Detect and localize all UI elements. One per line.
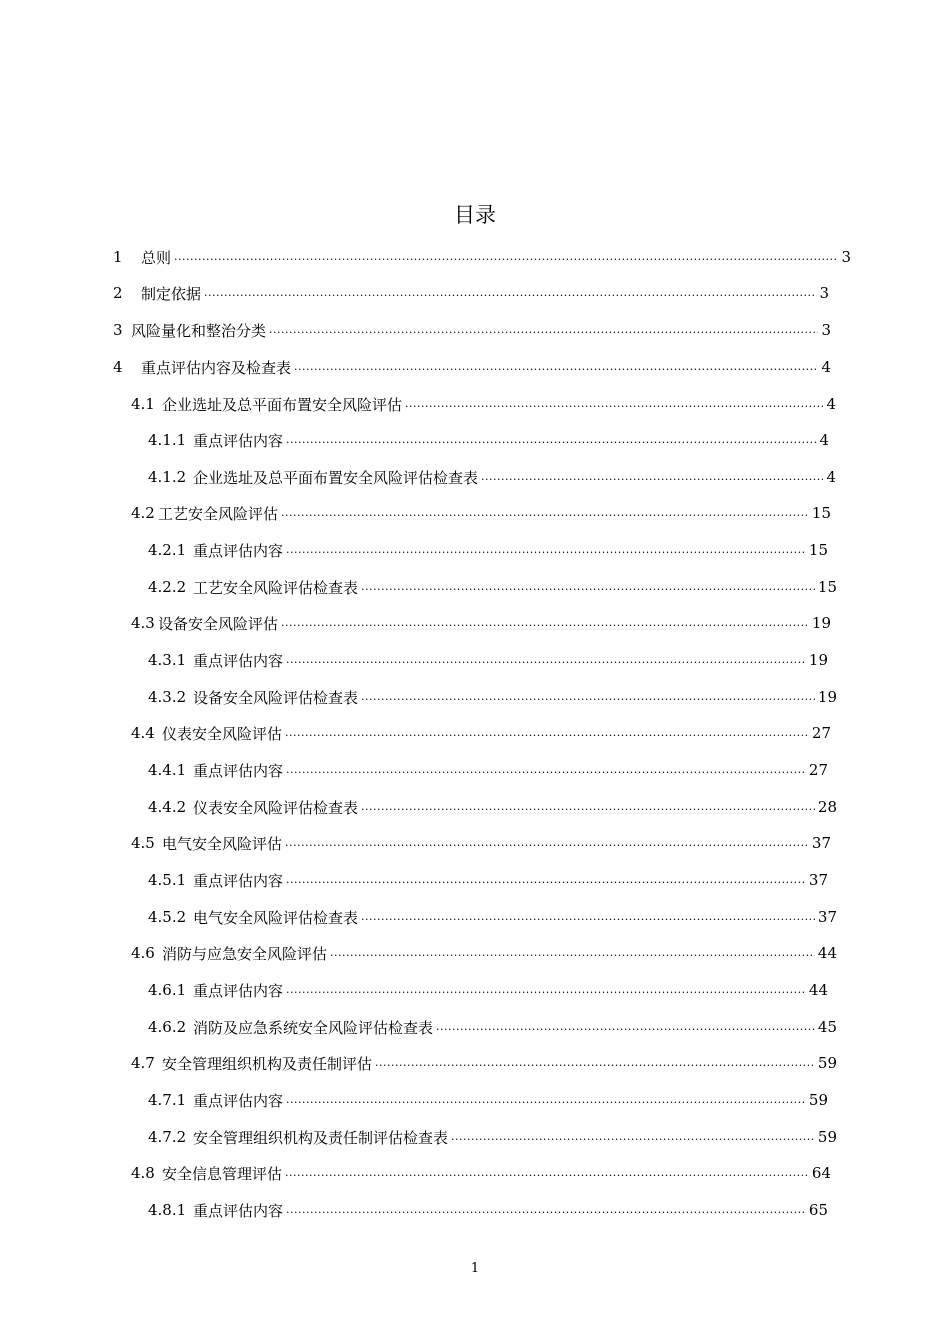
toc-entry-page: 3 (821, 321, 831, 339)
toc-dot-leader (436, 1018, 815, 1036)
toc-entry[interactable] (113, 349, 831, 385)
toc-dot-leader (330, 944, 815, 962)
toc-entry-page: 19 (808, 651, 828, 669)
toc-entry-number: 4.4.1 (148, 761, 187, 779)
toc-dot-leader (361, 798, 815, 816)
toc-entry-number: 4.3.2 (148, 688, 187, 706)
toc-entry-page: 4 (821, 358, 831, 376)
page-number: 1 (470, 1261, 480, 1276)
toc-entry-title: 重点评估内容 (193, 431, 284, 450)
toc-entry-title: 安全信息管理评估 (162, 1164, 283, 1183)
toc-entry-page: 37 (817, 908, 837, 926)
toc-entry-title: 工艺安全风险评估 (158, 504, 279, 523)
toc-dot-leader (286, 761, 806, 779)
toc-dot-leader (286, 1091, 806, 1109)
toc-entry-page: 3 (819, 284, 829, 302)
toc-dot-leader (285, 1164, 809, 1182)
toc-entry-page: 64 (811, 1164, 831, 1182)
toc-entry-title: 电气安全风险评估检查表 (193, 908, 359, 927)
toc-dot-leader (481, 468, 823, 486)
toc-entry-title: 安全管理组织机构及责任制评估检查表 (193, 1128, 449, 1147)
toc-dot-leader (269, 321, 818, 339)
toc-entry-number: 4 (113, 358, 123, 376)
toc-entry-page: 59 (808, 1091, 828, 1109)
toc-entry-number: 4.4.2 (148, 798, 187, 816)
toc-entry-page: 28 (817, 798, 837, 816)
toc-dot-leader (361, 908, 815, 926)
toc-entry[interactable] (148, 789, 837, 825)
toc-entry-page: 19 (811, 614, 831, 632)
toc-entry-title: 电气安全风险评估 (162, 834, 283, 853)
toc-entry-title: 重点评估内容 (193, 541, 284, 560)
toc-entry[interactable] (148, 1192, 828, 1228)
toc-entry[interactable] (148, 1119, 837, 1155)
toc-entry[interactable] (131, 825, 831, 861)
toc-entry-page: 15 (811, 504, 831, 522)
toc-entry-page: 19 (817, 688, 837, 706)
toc-entry-page: 45 (817, 1018, 837, 1036)
toc-entry-number: 4.2.2 (148, 578, 187, 596)
toc-entry[interactable] (113, 239, 851, 275)
toc-dot-leader (286, 651, 806, 669)
toc-entry[interactable] (131, 495, 831, 531)
toc-entry-number: 4.3.1 (148, 651, 187, 669)
toc-entry[interactable] (148, 1009, 837, 1045)
toc-entry-number: 2 (113, 284, 123, 302)
toc-entry-number: 4.6 (131, 944, 155, 962)
page-title: 目录 (454, 203, 496, 227)
toc-entry[interactable] (148, 1082, 828, 1118)
toc-entry[interactable] (131, 386, 836, 422)
toc-entry-title: 设备安全风险评估检查表 (193, 688, 359, 707)
toc-entry-title: 重点评估内容 (193, 981, 284, 1000)
toc-entry-title: 工艺安全风险评估检查表 (193, 578, 359, 597)
toc-entry[interactable] (131, 715, 831, 751)
toc-entry-title: 重点评估内容 (193, 1201, 284, 1220)
toc-dot-leader (174, 248, 838, 266)
toc-entry[interactable] (148, 862, 828, 898)
toc-entry-page: 15 (808, 541, 828, 559)
toc-dot-leader (361, 688, 815, 706)
toc-entry-title: 消防与应急安全风险评估 (162, 944, 328, 963)
toc-entry-number: 4.6.1 (148, 981, 187, 999)
toc-dot-leader (281, 504, 809, 522)
toc-entry-title: 消防及应急系统安全风险评估检查表 (193, 1018, 434, 1037)
toc-dot-leader (286, 1201, 806, 1219)
toc-dot-leader (361, 578, 815, 596)
toc-entry-number: 4.8 (131, 1164, 155, 1182)
toc-entry-page: 65 (808, 1201, 828, 1219)
toc-entry-number: 4.1 (131, 395, 155, 413)
toc-entry[interactable] (148, 642, 828, 678)
toc-entry-number: 4.2 (131, 504, 155, 522)
toc-entry-title: 总则 (141, 248, 172, 267)
toc-entry-number: 4.3 (131, 614, 155, 632)
toc-entry-number: 4.1.1 (148, 431, 187, 449)
toc-entry-title: 重点评估内容及检查表 (141, 358, 292, 377)
toc-entry-page: 3 (841, 248, 851, 266)
toc-dot-leader (286, 981, 806, 999)
toc-entry-number: 3 (113, 321, 123, 339)
toc-entry-number: 4.5.2 (148, 908, 187, 926)
toc-entry-page: 4 (826, 468, 836, 486)
toc-entry-number: 4.6.2 (148, 1018, 187, 1036)
toc-entry-page: 59 (817, 1128, 837, 1146)
toc-entry-page: 15 (817, 578, 837, 596)
toc-dot-leader (286, 431, 816, 449)
toc-entry[interactable] (148, 532, 828, 568)
toc-entry-number: 4.7.1 (148, 1091, 187, 1109)
toc-dot-leader (375, 1054, 815, 1072)
toc-entry[interactable] (148, 972, 828, 1008)
toc-entry-title: 企业选址及总平面布置安全风险评估检查表 (193, 468, 479, 487)
toc-entry[interactable] (148, 569, 837, 605)
toc-entry[interactable] (148, 899, 837, 935)
toc-entry-title: 风险量化和整治分类 (131, 321, 267, 340)
toc-entry-number: 4.5 (131, 834, 155, 852)
toc-entry-number: 4.5.1 (148, 871, 187, 889)
toc-entry-page: 4 (819, 431, 829, 449)
toc-entry[interactable] (148, 422, 829, 458)
toc-entry-title: 重点评估内容 (193, 1091, 284, 1110)
toc-entry-number: 4.2.1 (148, 541, 187, 559)
toc-dot-leader (294, 358, 818, 376)
toc-entry-page: 37 (808, 871, 828, 889)
toc-entry[interactable] (131, 605, 831, 641)
toc-entry-title: 重点评估内容 (193, 651, 284, 670)
toc-entry-page: 59 (817, 1054, 837, 1072)
toc-dot-leader (285, 724, 809, 742)
toc-dot-leader (405, 395, 823, 413)
toc-dot-leader (286, 871, 806, 889)
toc-entry[interactable] (148, 679, 837, 715)
toc-dot-leader (285, 834, 809, 852)
toc-entry-number: 4.4 (131, 724, 155, 742)
toc-entry-title: 仪表安全风险评估检查表 (193, 798, 359, 817)
toc-entry-number: 4.1.2 (148, 468, 187, 486)
toc-dot-leader (451, 1128, 815, 1146)
toc-entry-number: 4.8.1 (148, 1201, 187, 1219)
toc-entry[interactable] (148, 459, 836, 495)
toc-entry-title: 重点评估内容 (193, 761, 284, 780)
toc-entry[interactable] (113, 275, 829, 311)
toc-entry-title: 设备安全风险评估 (158, 614, 279, 633)
toc-entry-page: 44 (817, 944, 837, 962)
toc-dot-leader (281, 614, 809, 632)
toc-entry-page: 27 (811, 724, 831, 742)
toc-entry[interactable] (131, 935, 837, 971)
toc-entry-number: 4.7.2 (148, 1128, 187, 1146)
toc-entry-page: 27 (808, 761, 828, 779)
toc-dot-leader (204, 284, 816, 302)
toc-entry-title: 仪表安全风险评估 (162, 724, 283, 743)
toc-entry-page: 4 (826, 395, 836, 413)
toc-entry-page: 37 (811, 834, 831, 852)
toc-entry-title: 企业选址及总平面布置安全风险评估 (162, 395, 403, 414)
toc-entry-page: 44 (808, 981, 828, 999)
toc-entry-title: 重点评估内容 (193, 871, 284, 890)
toc-dot-leader (286, 541, 806, 559)
toc-entry[interactable] (113, 312, 831, 348)
toc-entry-title: 安全管理组织机构及责任制评估 (162, 1054, 373, 1073)
toc-entry[interactable] (131, 1155, 831, 1191)
toc-entry[interactable] (131, 1045, 837, 1081)
toc-entry-number: 1 (113, 248, 123, 266)
toc-entry-title: 制定依据 (141, 284, 202, 303)
toc-entry-number: 4.7 (131, 1054, 155, 1072)
toc-entry[interactable] (148, 752, 828, 788)
